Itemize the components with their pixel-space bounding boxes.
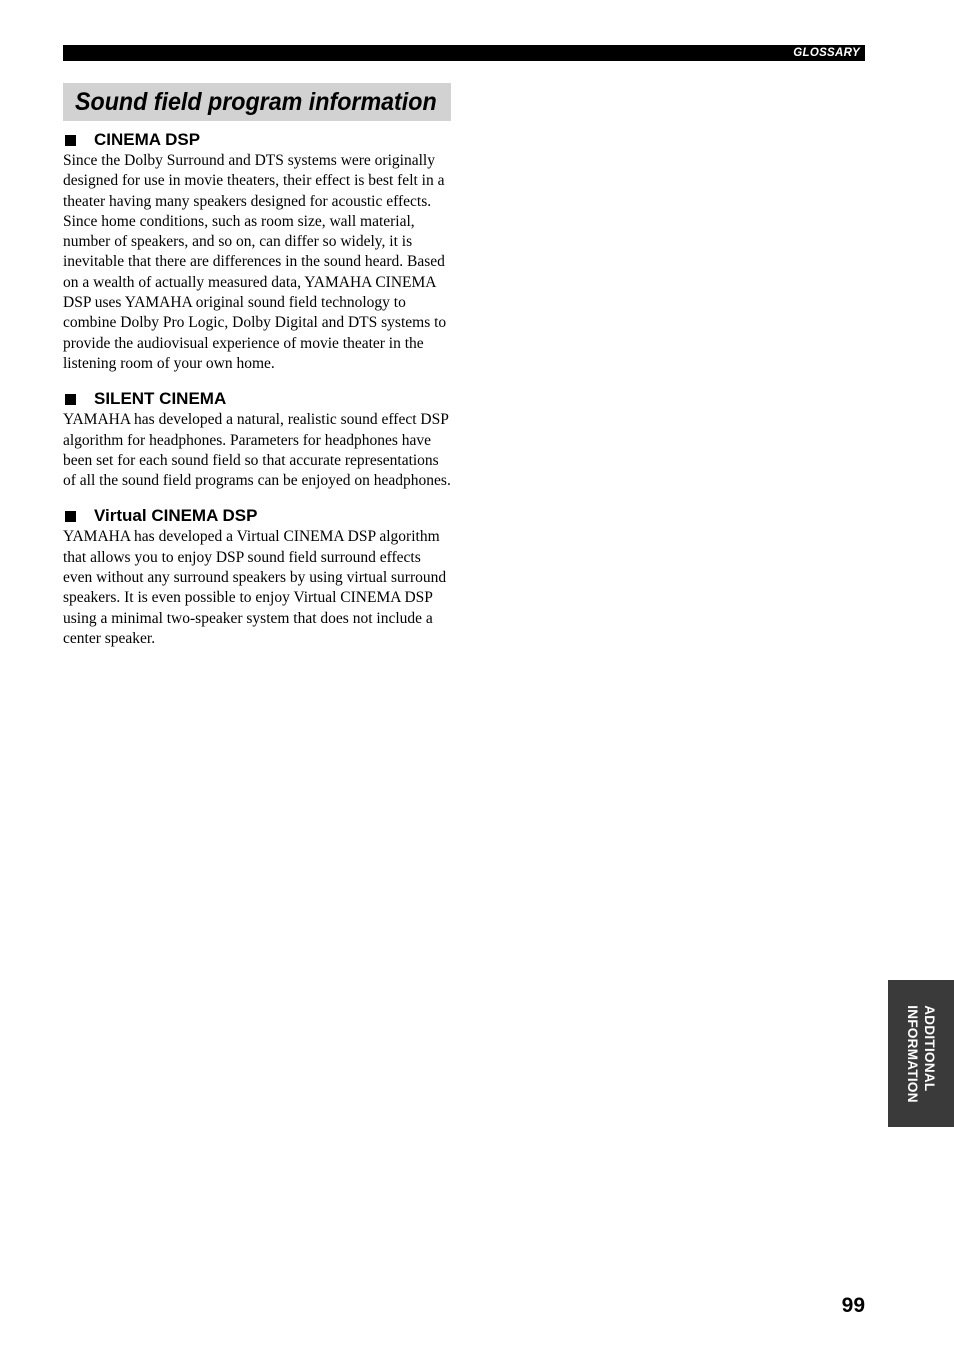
content-column	[63, 129, 453, 663]
section-heading-text: CINEMA DSP	[94, 130, 201, 149]
page-number: 99	[841, 1294, 865, 1317]
bullet-square-icon	[65, 511, 76, 522]
section-body: Since the Dolby Surround and DTS systems were originally designed for use in movie theaters, their effect is best felt in a theater having many speakers designed for acoustic effects. Since home conditions, such as room size, wall material, number of speakers, and so on, can differ so widely, it is inevitable that there are differences in the sound heard. Based on a wealth of actually measured data, YAMAHA CINEMA DSP uses YAMAHA original sound field technology to combine Dolby Pro Logic, Dolby Digital and DTS systems to provide the audiovisual experience of movie theater in the listening room of your own home.	[63, 152, 447, 372]
section-heading-text: Virtual CINEMA DSP	[94, 506, 258, 526]
section-body: YAMAHA has developed a natural, realistic sound effect DSP algorithm for headphones. Parameters for headphones have been set for each sound field so that accurate representations of all the sound field programs can be enjoyed on headphones.	[63, 411, 451, 490]
section-heading-text: SILENT CINEMA	[94, 389, 227, 409]
section-label: GLOSSARY	[793, 47, 860, 59]
section-silent-cinema	[63, 388, 453, 491]
bullet-square-icon	[65, 135, 76, 146]
section-virtual-cinema-dsp	[63, 505, 453, 649]
section-heading	[63, 129, 453, 151]
section-cinema-dsp	[63, 129, 453, 374]
page-title: Sound field program information	[75, 88, 437, 116]
side-tab-line1: ADDITIONAL	[922, 1004, 937, 1091]
side-tab	[888, 980, 954, 1127]
section-heading	[63, 505, 453, 527]
section-heading	[63, 388, 453, 410]
side-tab-line2: INFORMATION	[905, 1004, 920, 1103]
section-body: YAMAHA has developed a Virtual CINEMA DSP algorithm that allows you to enjoy DSP sound field surround effects even without any surround speakers by using virtual surround speakers. It is even possible to enjoy Virtual CINEMA DSP using a minimal two-speaker system that does not include a center speaker.	[63, 528, 447, 647]
title-box	[63, 83, 451, 121]
bullet-square-icon	[65, 394, 76, 405]
header-bar	[63, 45, 865, 61]
side-tab-label	[904, 1005, 938, 1103]
